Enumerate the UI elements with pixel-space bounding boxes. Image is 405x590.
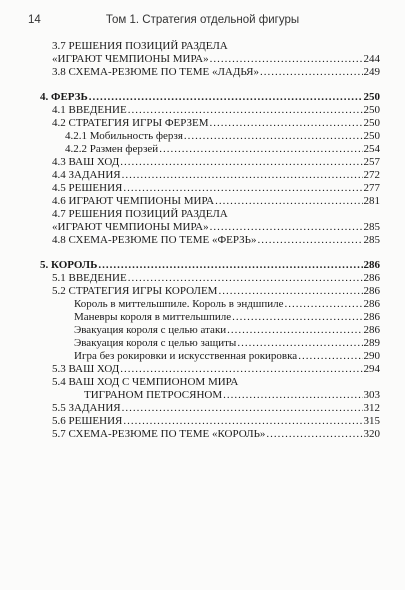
toc-entry-title: 5.7 СХЕМА-РЕЗЮМЕ ПО ТЕМЕ «КОРОЛЬ»: [52, 428, 266, 440]
toc-entry[interactable]: [40, 259, 380, 272]
section-gap: [40, 247, 380, 259]
toc-entry[interactable]: [40, 40, 380, 53]
page-header: [28, 14, 377, 30]
toc-entry[interactable]: [40, 169, 380, 182]
toc-entry-page: 315: [363, 415, 380, 427]
toc-entry-title: 4.7 РЕШЕНИЯ ПОЗИЦИЙ РАЗДЕЛА: [52, 208, 228, 220]
table-of-contents: [40, 40, 380, 441]
toc-entry-title: 4.6 ИГРАЮТ ЧЕМПИОНЫ МИРА: [52, 195, 215, 207]
toc-leader-dots: [298, 350, 362, 363]
toc-entry[interactable]: [40, 415, 380, 428]
toc-entry-page: 277: [363, 182, 380, 194]
toc-entry-page: 303: [363, 389, 380, 401]
toc-entry[interactable]: [40, 428, 380, 441]
toc-entry-page: 249: [363, 66, 380, 78]
toc-entry-page: 272: [363, 169, 380, 181]
toc-entry-title: Король в миттельшпиле. Король в эндшпиле: [74, 298, 284, 310]
toc-entry-title: «ИГРАЮТ ЧЕМПИОНЫ МИРА»: [52, 53, 209, 65]
toc-leader-dots: [232, 311, 362, 324]
toc-entry-title: Эвакуация короля с целью атаки: [74, 324, 227, 336]
toc-entry[interactable]: [40, 130, 380, 143]
toc-entry-page: 286: [363, 311, 380, 323]
toc-leader-dots: [128, 272, 363, 285]
toc-leader-dots: [257, 234, 362, 247]
toc-entry[interactable]: [40, 376, 380, 389]
toc-leader-dots: [128, 104, 363, 117]
toc-entry[interactable]: [40, 91, 380, 104]
toc-leader-dots: [120, 156, 362, 169]
toc-entry[interactable]: [40, 104, 380, 117]
toc-entry[interactable]: [40, 363, 380, 376]
toc-entry-page: 250: [363, 130, 380, 142]
toc-entry-title: 4.8 СХЕМА-РЕЗЮМЕ ПО ТЕМЕ «ФЕРЗЬ»: [52, 234, 257, 246]
toc-entry[interactable]: [40, 195, 380, 208]
toc-leader-dots: [210, 117, 363, 130]
toc-entry-title: 5.1 ВВЕДЕНИЕ: [52, 272, 127, 284]
toc-entry-page: 285: [363, 221, 380, 233]
toc-leader-dots: [227, 324, 362, 337]
toc-entry[interactable]: [40, 156, 380, 169]
toc-entry-title: 5. КОРОЛЬ: [40, 259, 98, 271]
toc-leader-dots: [218, 285, 362, 298]
toc-entry-title: Маневры короля в миттельшпиле: [74, 311, 232, 323]
toc-entry-page: 312: [363, 402, 380, 414]
toc-leader-dots: [266, 428, 362, 441]
toc-entry-title: 3.7 РЕШЕНИЯ ПОЗИЦИЙ РАЗДЕЛА: [52, 40, 228, 52]
toc-entry-page: 250: [363, 117, 380, 129]
toc-entry-page: 250: [363, 104, 380, 116]
toc-entry[interactable]: [40, 389, 380, 402]
toc-leader-dots: [210, 53, 363, 66]
toc-entry[interactable]: [40, 324, 380, 337]
toc-entry-title: 4.5 РЕШЕНИЯ: [52, 182, 123, 194]
toc-leader-dots: [89, 91, 363, 104]
toc-entry-page: 290: [363, 350, 380, 362]
toc-leader-dots: [123, 182, 362, 195]
page-number: 14: [28, 14, 41, 26]
running-title: Том 1. Стратегия отдельной фигуры: [105, 14, 300, 26]
toc-entry-title: 4.3 ВАШ ХОД: [52, 156, 120, 168]
toc-entry-title: 5.4 ВАШ ХОД С ЧЕМПИОНОМ МИРА: [52, 376, 239, 388]
toc-entry-page: 286: [363, 259, 380, 271]
toc-leader-dots: [284, 298, 362, 311]
toc-leader-dots: [237, 337, 362, 350]
toc-entry-page: 244: [363, 53, 380, 65]
toc-entry[interactable]: [40, 234, 380, 247]
toc-entry-title: 3.8 СХЕМА-РЕЗЮМЕ ПО ТЕМЕ «ЛАДЬЯ»: [52, 66, 259, 78]
toc-entry-title: «ИГРАЮТ ЧЕМПИОНЫ МИРА»: [52, 221, 209, 233]
toc-entry-title: 4.2 СТРАТЕГИЯ ИГРЫ ФЕРЗЕМ: [52, 117, 209, 129]
toc-entry-title: 5.3 ВАШ ХОД: [52, 363, 120, 375]
toc-entry-page: 281: [363, 195, 380, 207]
toc-entry[interactable]: [40, 337, 380, 350]
toc-entry[interactable]: [40, 143, 380, 156]
toc-entry-page: 294: [363, 363, 380, 375]
toc-entry-page: 286: [363, 285, 380, 297]
toc-entry-title: 4.1 ВВЕДЕНИЕ: [52, 104, 127, 116]
toc-entry[interactable]: [40, 208, 380, 221]
toc-entry[interactable]: [40, 53, 380, 66]
toc-entry-page: 285: [363, 234, 380, 246]
toc-leader-dots: [123, 415, 362, 428]
toc-leader-dots: [122, 402, 363, 415]
toc-leader-dots: [184, 130, 363, 143]
toc-entry[interactable]: [40, 272, 380, 285]
toc-leader-dots: [260, 66, 363, 79]
toc-entry-title: Эвакуация короля с целью защиты: [74, 337, 237, 349]
toc-entry-page: 254: [363, 143, 380, 155]
toc-entry-page: 286: [363, 272, 380, 284]
toc-entry-title: 4.2.1 Мобильность ферзя: [65, 130, 183, 142]
toc-entry[interactable]: [40, 311, 380, 324]
toc-entry-title: 5.2 СТРАТЕГИЯ ИГРЫ КОРОЛЕМ: [52, 285, 218, 297]
toc-entry-page: 286: [363, 324, 380, 336]
toc-entry[interactable]: [40, 182, 380, 195]
toc-leader-dots: [122, 169, 363, 182]
toc-entry-page: 289: [363, 337, 380, 349]
toc-entry-title: ТИГРАНОМ ПЕТРОСЯНОМ: [84, 389, 223, 401]
toc-leader-dots: [215, 195, 362, 208]
toc-entry[interactable]: [40, 221, 380, 234]
toc-leader-dots: [98, 259, 362, 272]
toc-entry-title: 5.6 РЕШЕНИЯ: [52, 415, 123, 427]
toc-leader-dots: [159, 143, 362, 156]
toc-entry-page: 286: [363, 298, 380, 310]
toc-entry[interactable]: [40, 66, 380, 79]
toc-entry-title: 4.4 ЗАДАНИЯ: [52, 169, 121, 181]
toc-entry-page: 320: [363, 428, 380, 440]
toc-entry-title: Игра без рокировки и искусственная рокировка: [74, 350, 298, 362]
toc-entry[interactable]: [40, 298, 380, 311]
toc-entry[interactable]: [40, 402, 380, 415]
toc-entry[interactable]: [40, 117, 380, 130]
toc-entry-title: 4.2.2 Размен ферзей: [65, 143, 159, 155]
toc-entry-page: 257: [363, 156, 380, 168]
toc-leader-dots: [210, 221, 363, 234]
section-gap: [40, 79, 380, 91]
toc-leader-dots: [120, 363, 362, 376]
toc-entry-page: 250: [363, 91, 380, 103]
toc-entry[interactable]: [40, 285, 380, 298]
toc-entry-title: 4. ФЕРЗЬ: [40, 91, 88, 103]
toc-leader-dots: [223, 389, 362, 402]
toc-entry-title: 5.5 ЗАДАНИЯ: [52, 402, 121, 414]
toc-entry[interactable]: [40, 350, 380, 363]
